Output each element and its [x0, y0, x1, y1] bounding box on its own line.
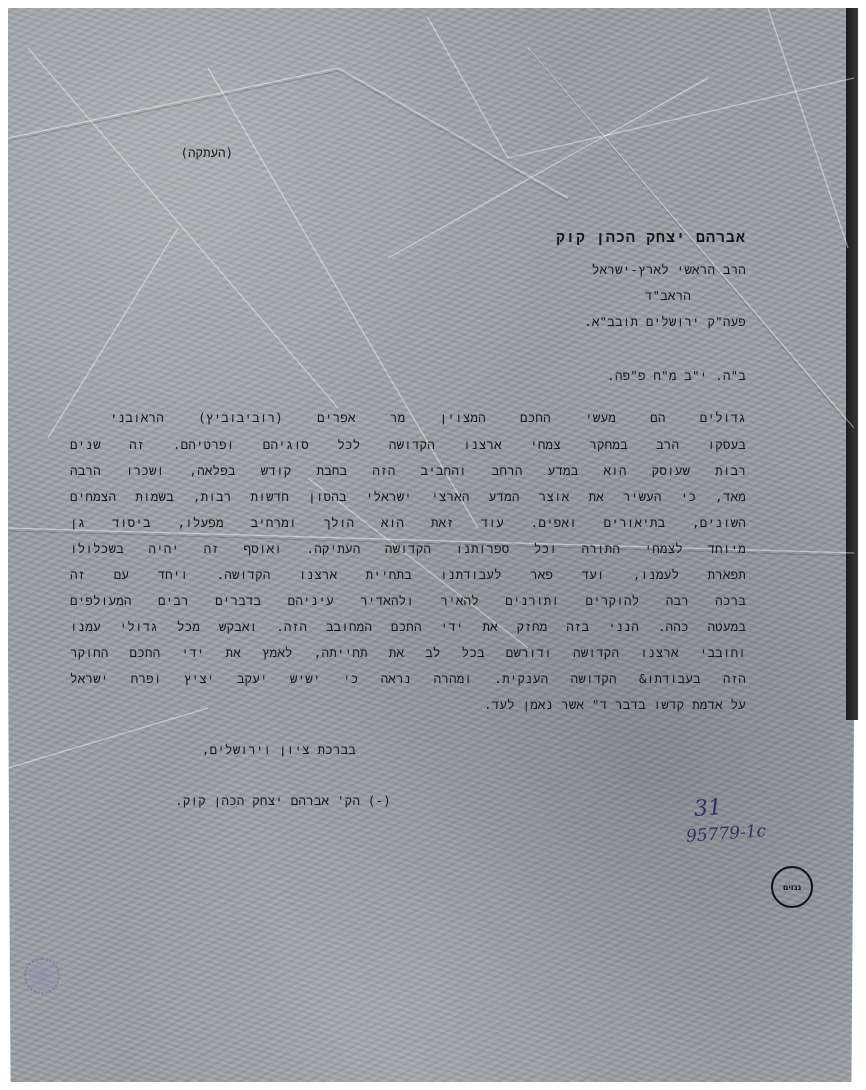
paper-edge-shadow: [846, 8, 858, 720]
copy-note: (העתקה): [180, 145, 233, 160]
body-line: מאד, כי העשיר את אוצר המדע הארצי ישראלי בהסון חדשות רבות, בשמות הצמחים: [70, 489, 746, 504]
body-line: רבות שעוסק הוא במדע הרחב והחביב הזה בחבת קודש בפלאה, ושכרו הרבה: [70, 463, 746, 478]
body-line: וחובבי ארצנו הקדושה ודורשם בכל לב את תחייתה, לאמץ את ידי החכם החוקר: [70, 645, 746, 660]
body-line-last: על אדמת קדשו בדבר ד" אשר נאמן לעד.: [483, 697, 746, 712]
letterhead-name: אברהם יצחק הכהן קוק: [555, 228, 746, 246]
body-line: תפארת לעמנו, ועד פאר לעבודתנו בתחיית ארצנו הקדושה. ויחד עם זה: [70, 567, 746, 582]
archive-stamp-text: גנזים: [782, 882, 802, 892]
library-stamp-icon: [24, 958, 60, 994]
letterhead-title: הרב הראשי לארץ-ישראל: [591, 262, 746, 277]
closing-line: בברכת ציון וירושלים,: [201, 742, 356, 757]
handwritten-page-number: 31: [693, 795, 723, 822]
body-line: ברכה רבה להוקרים ותורנים להאיר ולהאדיר עיניהם בדברים רבים המעולפים: [70, 593, 746, 608]
body-line: במעטה כהה. הנני בזה מחזק את ידי החכם המחובב הזה. ואבקש מכל גדולי עמנו: [70, 619, 746, 634]
signature-line: (-) הק' אברהם יצחק הכהן קוק.: [175, 793, 391, 808]
letterhead-city: פעה"ק ירושלים תובב"א.: [584, 314, 746, 329]
body-line: בעסקו הרב במחקר צמחי ארצנו הקדושה לכל סוגיהם ופרטיהם. זה שנים: [70, 437, 746, 452]
archive-stamp: [771, 866, 813, 908]
handwritten-catalog-number: 95779-1c: [685, 821, 767, 847]
body-line: גדולים הם מעשי החכם המצוין מר אפרים (רוביבוביץ) הראובני: [110, 410, 746, 425]
body-line: מיוחד לצמחי התורה וכל ספרותנו הקדושה העתיקה. ואוסף זה יהיה בשכלולו: [70, 541, 746, 556]
letterhead-abd: הראב"ד: [644, 288, 691, 303]
body-line: השונים, בתיאורים ואפים. עוד זאת הוא הולך ומרחיב מפעלו, ביסוד גן: [70, 515, 746, 530]
body-line: הזה בעבודתו& הקדושה הענקית. ומהרה נראה כי ישיש יעקב יציץ ופרח ישראל: [70, 671, 746, 686]
letter-date: ב"ה. י"ב מ"ח פ"פה.: [607, 368, 746, 383]
